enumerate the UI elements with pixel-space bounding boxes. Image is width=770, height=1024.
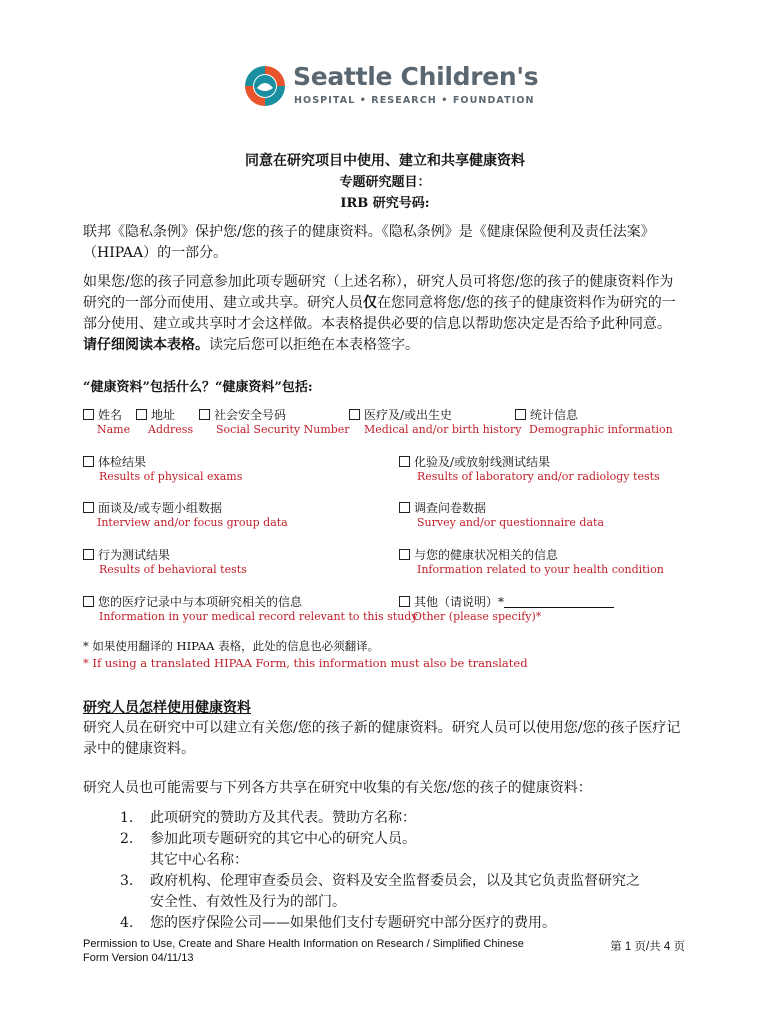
list-item: [120, 807, 416, 827]
logo-tagline: HOSPITAL • RESEARCH • FOUNDATION: [294, 95, 535, 106]
list-number: 2.: [120, 831, 134, 847]
checkbox-label: 姓名: [98, 408, 123, 422]
checkbox-box[interactable]: [349, 409, 360, 420]
intro-p2-text-c: 读完后您可以拒绝在本表格签字。: [209, 337, 419, 353]
checkbox-physical-exams[interactable]: [83, 453, 146, 470]
checkbox-health-condition[interactable]: [399, 546, 558, 563]
checkbox-box[interactable]: [83, 456, 94, 467]
checkbox-label: 调查问卷数据: [414, 501, 487, 515]
checkbox-ssn[interactable]: [199, 406, 286, 423]
usage-paragraph-1: 研究人员在研究中可以建立有关您/您的孩子新的健康资料。研究人员可以使用您/您的孩子医疗记录中的健康资料。: [83, 720, 681, 757]
checkbox-survey[interactable]: [399, 499, 486, 516]
checkbox-box[interactable]: [399, 456, 410, 467]
list-text: 其它中心名称：: [150, 852, 248, 868]
list-item: [120, 891, 346, 911]
irb-number-label: IRB 研究号码:: [340, 196, 430, 211]
checkbox-medical-record-en: Information in your medical record relevant to this study: [99, 610, 418, 623]
checkbox-label: 医疗及/或出生史: [364, 408, 453, 422]
checkbox-label: 面谈及/或专题小组数据: [98, 501, 223, 515]
logo-name: Seattle Children's: [293, 62, 539, 91]
checkbox-behavioral-en: Results of behavioral tests: [99, 563, 247, 576]
intro-p2-bold-only: 仅: [363, 295, 377, 311]
list-item: [120, 870, 640, 890]
intro-p2-text-a: 如果您/您的孩子同意参加此项专题研究（上述名称），研究人员可将您/您的孩子的健康资料作为研究的一部分而使用、建立或共享。研究人员: [83, 274, 674, 311]
checkbox-medical-record[interactable]: [83, 593, 302, 610]
checkbox-box[interactable]: [83, 549, 94, 560]
intro-paragraph-1: 联邦《隐私条例》保护您/您的孩子的健康资料。《隐私条例》是《健康保险便利及责任法案》（HIPAA）的一部分。: [83, 224, 655, 261]
checkbox-interview-en: Interview and/or focus group data: [97, 516, 288, 529]
checkbox-lab-tests[interactable]: [399, 453, 550, 470]
list-text: 您的医疗保险公司——如果他们支付专题研究中部分医疗的费用。: [150, 915, 556, 931]
checkbox-survey-en: Survey and/or questionnaire data: [417, 516, 605, 529]
intro-p2-bold-read: 请仔细阅读本表格。: [83, 337, 209, 353]
list-item: [120, 828, 416, 848]
footer-form-title: Permission to Use, Create and Share Health Information on Research / Simplified Chinese: [83, 938, 524, 950]
checkbox-label: 社会安全号码: [214, 408, 287, 422]
intro-p2-text-b: 在您同意将您/您的孩子的健康资料作为研究的一部分使用、建立或共享时才会这样做。本表格提供必要的信息以帮助您决定是否给予此种同意。: [83, 295, 676, 332]
intro-paragraph-2: [83, 272, 683, 356]
checkbox-name[interactable]: [83, 406, 122, 423]
checkbox-box[interactable]: [399, 502, 410, 513]
checkbox-box[interactable]: [83, 409, 94, 420]
checkbox-label: 与您的健康状况相关的信息: [414, 548, 559, 562]
list-text: 安全性、有效性及行为的部门。: [150, 894, 346, 910]
other-specify-blank[interactable]: [504, 595, 614, 608]
checkbox-lab-tests-en: Results of laboratory and/or radiology tests: [417, 470, 660, 483]
document-title: 同意在研究项目中使用、建立和共享健康资料: [245, 153, 525, 169]
checkbox-label: 行为测试结果: [98, 548, 171, 562]
list-item: [120, 849, 248, 869]
checkbox-demographic[interactable]: [515, 406, 578, 423]
checkbox-label: 您的医疗记录中与本项研究相关的信息: [98, 595, 303, 609]
checkbox-label: 化验及/或放射线测试结果: [414, 455, 551, 469]
checkbox-label: 地址: [151, 408, 176, 422]
checkbox-demographic-en: Demographic information: [529, 423, 673, 436]
logo-emblem-icon: [243, 64, 287, 108]
usage-paragraph-2: 研究人员也可能需要与下列各方共享在研究中收集的有关您/您的孩子的健康资料：: [83, 780, 592, 796]
list-number: 3.: [120, 873, 134, 889]
checkbox-physical-exams-en: Results of physical exams: [99, 470, 243, 483]
checkbox-box[interactable]: [399, 596, 410, 607]
checkbox-behavioral[interactable]: [83, 546, 170, 563]
study-title-label: 专题研究题目：: [339, 175, 431, 190]
checkbox-medical-history-en: Medical and/or birth history: [364, 423, 522, 436]
checkbox-label: 其他（请说明）*: [414, 595, 505, 609]
checkbox-label: 体检结果: [98, 455, 147, 469]
checkbox-address[interactable]: [136, 406, 175, 423]
health-info-heading: “健康资料”包括什么？“健康资料”包括:: [83, 380, 313, 395]
list-number: 1.: [120, 810, 134, 826]
checkbox-other[interactable]: [399, 593, 614, 610]
list-number: 4.: [120, 915, 134, 931]
footer-form-version: Form Version 04/11/13: [83, 952, 194, 964]
checkbox-box[interactable]: [199, 409, 210, 420]
list-item: [120, 912, 556, 932]
checkbox-ssn-en: Social Security Number: [216, 423, 350, 436]
checkbox-label: 统计信息: [530, 408, 579, 422]
translation-note-zh: * 如果使用翻译的 HIPAA 表格，此处的信息也必须翻译。: [83, 639, 380, 653]
usage-heading: 研究人员怎样使用健康资料: [83, 700, 251, 716]
checkbox-box[interactable]: [515, 409, 526, 420]
list-text: 此项研究的赞助方及其代表。赞助方名称：: [150, 810, 416, 826]
page-number: 第 1 页/共 4 页: [610, 941, 685, 953]
checkbox-other-en: Other (please specify)*: [413, 610, 542, 623]
checkbox-health-condition-en: Information related to your health condition: [417, 563, 664, 576]
checkbox-address-en: Address: [148, 423, 194, 436]
checkbox-box[interactable]: [83, 502, 94, 513]
list-text: 政府机构、伦理审查委员会、资料及安全监督委员会，以及其它负责监督研究之: [150, 873, 640, 889]
checkbox-name-en: Name: [97, 423, 131, 436]
checkbox-box[interactable]: [83, 596, 94, 607]
checkbox-box[interactable]: [136, 409, 147, 420]
translation-note-en: * If using a translated HIPAA Form, this information must also be translated: [83, 656, 528, 670]
checkbox-medical-history[interactable]: [349, 406, 452, 423]
checkbox-interview[interactable]: [83, 499, 222, 516]
checkbox-box[interactable]: [399, 549, 410, 560]
seattle-childrens-logo: [243, 62, 539, 112]
list-text: 参加此项专题研究的其它中心的研究人员。: [150, 831, 416, 847]
